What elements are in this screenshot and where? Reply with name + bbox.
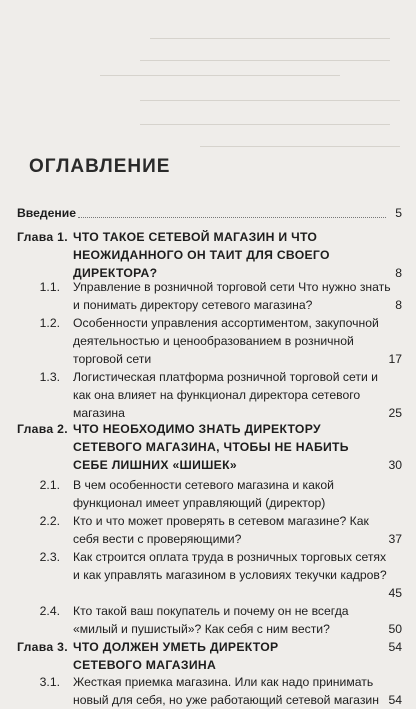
section-number: 1.3.: [39, 370, 60, 384]
section-title: Кто такой ваш покупатель и почему он не всегда «милый и пушистый»? Как себя с ним вести?: [73, 604, 349, 636]
page-number: 8: [395, 266, 402, 280]
chapter-title: ЧТО ДОЛЖЕН УМЕТЬ ДИРЕКТОР СЕТЕВОГО МАГАЗИНА: [73, 640, 279, 672]
page-number: 30: [388, 458, 402, 472]
bleed-through-background: [0, 0, 416, 160]
section-number: 2.3.: [39, 550, 60, 564]
section-number: 1.2.: [39, 316, 60, 330]
section-number: 2.4.: [39, 604, 60, 618]
section-title: Кто и что может проверять в сетевом магазине? Как себя вести с проверяющими?: [73, 514, 369, 546]
page-title: ОГЛАВЛЕНИЕ: [29, 156, 171, 177]
section-title: Особенности управления ассортиментом, закупочной деятельностью и ценообразованием в розничной торговой сети: [73, 316, 379, 366]
section-title: Управление в розничной торговой сети Что нужно знать и понимать директору сетевого магазина?: [73, 280, 391, 312]
toc-chapter-1[interactable]: [0, 228, 416, 284]
page-number: 5: [395, 206, 402, 220]
page-number: 50: [388, 622, 402, 636]
page-number: 8: [395, 298, 402, 312]
page-number: 17: [388, 352, 402, 366]
section-title: В чем особенности сетевого магазина и какой функционал имеет управляющий (директор): [73, 478, 334, 510]
toc-chapter-3[interactable]: [0, 638, 416, 674]
chapter-title: ЧТО НЕОБХОДИМО ЗНАТЬ ДИРЕКТОРУ СЕТЕВОГО МАГАЗИНА, ЧТОБЫ НЕ НАБИТЬ СЕБЕ ЛИШНИХ «ШИШЕК»: [73, 422, 349, 472]
section-title: Логистическая платформа розничной торговой сети и как она влияет на функционал директора сетевого магазина: [73, 370, 378, 420]
chapter-number: Глава 3.: [17, 640, 68, 654]
chapter-number: Глава 1.: [17, 230, 68, 244]
toc-section-2-4[interactable]: [0, 602, 416, 642]
toc-chapter-2[interactable]: [0, 420, 416, 476]
chapter-title: ЧТО ТАКОЕ СЕТЕВОЙ МАГАЗИН И ЧТО НЕОЖИДАННОГО ОН ТАИТ ДЛЯ СВОЕГО ДИРЕКТОРА?: [73, 230, 330, 280]
toc-section-2-1[interactable]: [0, 476, 416, 516]
chapter-number: Глава 2.: [17, 422, 68, 436]
toc-section-2-3[interactable]: [0, 548, 416, 604]
section-title: Как строится оплата труда в розничных торговых сетях и как управлять магазином в условиях текучки кадров?: [73, 550, 387, 582]
intro-label: Введение: [17, 206, 77, 220]
section-number: 1.1.: [39, 280, 60, 294]
toc-section-1-2[interactable]: [0, 314, 416, 370]
toc-section-3-1[interactable]: [0, 673, 416, 707]
section-number: 2.1.: [39, 478, 60, 492]
section-number: 3.1.: [39, 675, 60, 689]
leader-dots: [78, 217, 386, 218]
page-number: 25: [388, 406, 402, 420]
section-number: 2.2.: [39, 514, 60, 528]
page-number: 37: [388, 532, 402, 546]
toc-section-2-2[interactable]: [0, 512, 416, 552]
page-number: 54: [388, 640, 402, 654]
toc-section-1-1[interactable]: [0, 278, 416, 318]
page-number: 45: [388, 586, 402, 600]
page-number: 54: [388, 693, 402, 707]
toc-section-1-3[interactable]: [0, 368, 416, 424]
section-title: Жесткая приемка магазина. Или как надо принимать новый для себя, но уже работающий сетевой магазин: [73, 675, 379, 707]
